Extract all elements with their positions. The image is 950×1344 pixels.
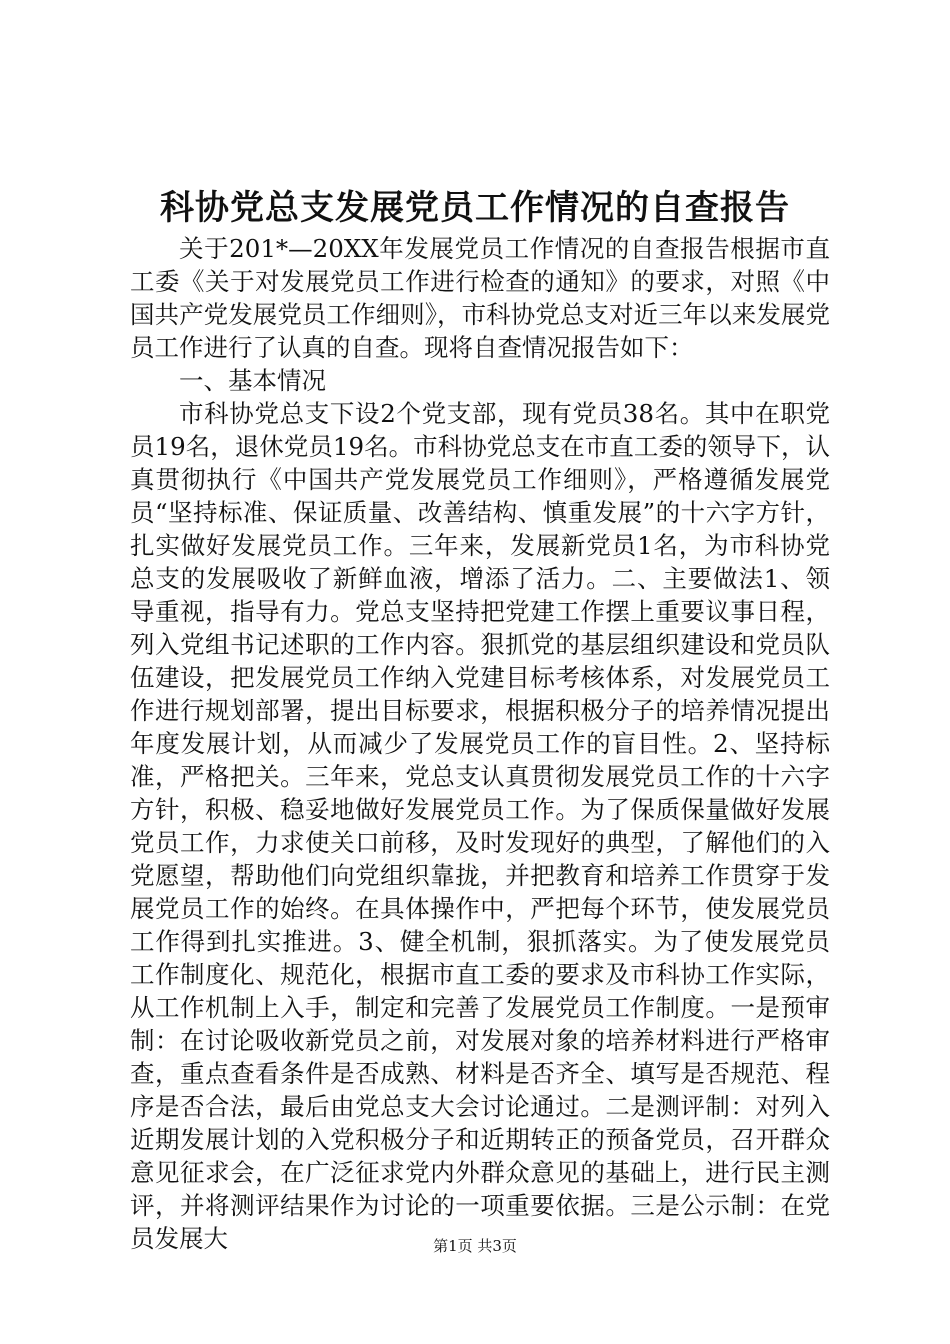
intro-paragraph: 关于201*—20XX年发展党员工作情况的自查报告根据市直工委《关于对发展党员工作进行检查的通知》的要求，对照《中国共产党发展党员工作细则》，市科协党总支对近三年以来发展党员工作进行了认真的自查。现将自查情况报告如下： — [130, 234, 830, 362]
main-paragraph: 市科协党总支下设2个党支部，现有党员38名。其中在职党员19名，退休党员19名。市科协党总支在市直工委的领导下，认真贯彻执行《中国共产党发展党员工作细则》，严格遵循发展党员“坚持标准、保证质量、改善结构、慎重发展”的十六字方针，扎实做好发展党员工作。三年来，发展新党员1名，为市科协党总支的发展吸收了新鲜血液，增添了活力。二、主要做法1、领导重视，指导有力。党总支坚持把党建工作摆上重要议事日程，列入党组书记述职的工作内容。狠抓党的基层组织建设和党员队伍建设，把发展党员工作纳入党建目标考核体系，对发展党员工作进行规划部署，提出目标要求，根据积极分子的培养情况提出年度发展计划，从而减少了发展党员工作的盲目性。2、坚持标准，严格把关。三年来，党总支认真贯彻发展党员工作的十六字方针，积极、稳妥地做好发展党员工作。为了保质保量做好发展党员工作，力求使关口前移，及时发现好的典型，了解他们的入党愿望，帮助他们向党组织靠拢，并把教育和培养工作贯穿于发展党员工作的始终。在具体操作中，严把每个环节，使发展党员工作得到扎实推进。3、健全机制，狠抓落实。为了使发展党员工作制度化、规范化，根据市直工委的要求及市科协工作实际，从工作机制上入手，制定和完善了发展党员工作制度。一是预审制：在讨论吸收新党员之前，对发展对象的培养材料进行严格审查，重点查看条件是否成熟、材料是否齐全、填写是否规范、程序是否合法，最后由党总支大会讨论通过。二是测评制：对列入近期发展计划的入党积极分子和近期转正的预备党员，召开群众意见征求会，在广泛征求党内外群众意见的基础上，进行民主测评，并将测评结果作为讨论的一项重要依据。三是公示制：在党员发展大 — [130, 399, 830, 1253]
document-body — [130, 232, 830, 1255]
document-title: 科协党总支发展党员工作情况的自查报告 — [160, 188, 790, 228]
page-footer: 第1页 共3页 — [433, 1237, 517, 1255]
section-heading-basic-situation: 一、基本情况 — [179, 366, 326, 395]
